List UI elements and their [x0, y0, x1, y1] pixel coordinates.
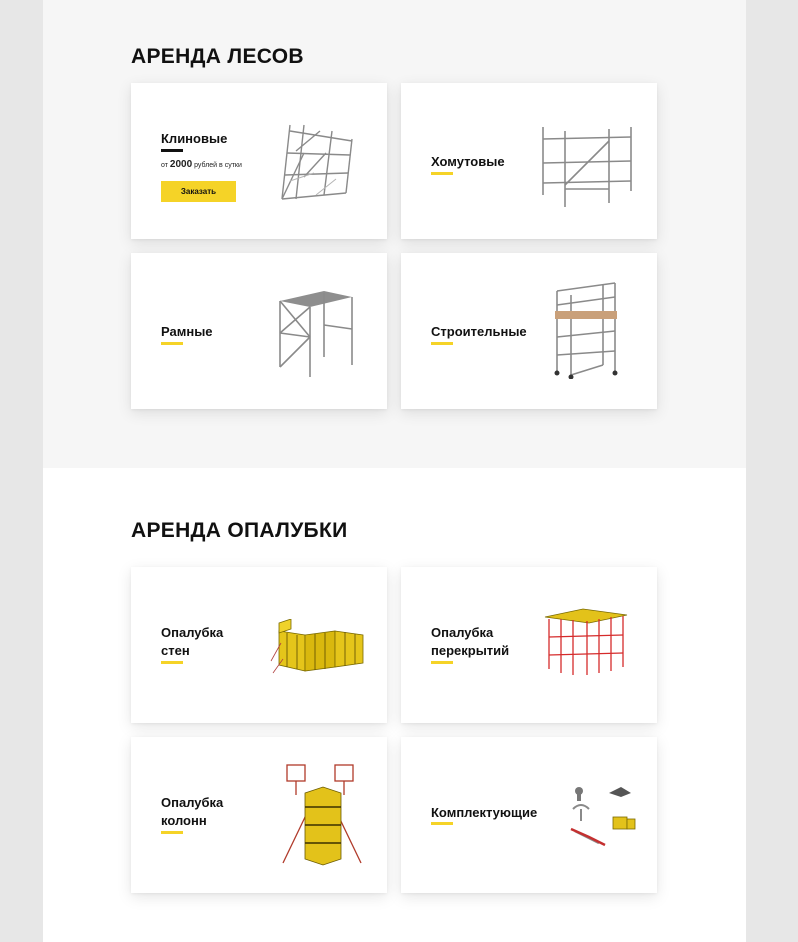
order-button[interactable]: Заказать: [161, 181, 236, 202]
accessories-image: [569, 779, 639, 849]
mobile-tower-image: [551, 279, 623, 379]
card-underline: [161, 149, 183, 152]
card-construction-scaffolding[interactable]: [401, 253, 657, 409]
wedge-scaffolding-image: [276, 121, 356, 201]
frame-scaffolding-image: [276, 287, 356, 379]
card-title: Комплектующие: [431, 805, 538, 820]
card-accessories[interactable]: [401, 737, 657, 893]
page: [43, 0, 746, 942]
card-title: Хомутовые: [431, 154, 505, 169]
card-frame-scaffolding[interactable]: [131, 253, 387, 409]
card-title: Опалубка стен: [161, 625, 224, 658]
card-price: [161, 159, 242, 170]
card-underline: [431, 661, 453, 664]
price-value: 2000: [169, 159, 193, 170]
card-underline: [431, 822, 453, 825]
wall-formwork-image: [269, 619, 367, 677]
card-title: Опалубка перекрытий: [431, 625, 510, 658]
column-formwork-image: [279, 763, 365, 867]
formwork-section-title: АРЕНДА ОПАЛУБКИ: [131, 519, 348, 542]
card-wall-formwork[interactable]: [131, 567, 387, 723]
card-underline: [161, 661, 183, 664]
card-wedge-scaffolding[interactable]: [131, 83, 387, 239]
card-clamp-scaffolding[interactable]: [401, 83, 657, 239]
scaffolding-section-title: АРЕНДА ЛЕСОВ: [131, 45, 304, 68]
clamp-scaffolding-image: [539, 123, 635, 209]
formwork-section: [43, 468, 746, 942]
card-slab-formwork[interactable]: [401, 567, 657, 723]
scaffolding-section: [43, 0, 746, 468]
card-column-formwork[interactable]: [131, 737, 387, 893]
card-title: Опалубка колонн: [161, 795, 224, 828]
card-underline: [431, 172, 453, 175]
slab-formwork-image: [543, 607, 629, 677]
card-title: Строительные: [431, 324, 527, 339]
card-underline: [161, 831, 183, 834]
price-prefix: от: [161, 162, 168, 169]
card-title: Клиновые: [161, 131, 228, 146]
card-underline: [161, 342, 183, 345]
card-underline: [431, 342, 453, 345]
price-suffix: рублей в сутки: [194, 162, 242, 169]
card-title: Рамные: [161, 324, 213, 339]
